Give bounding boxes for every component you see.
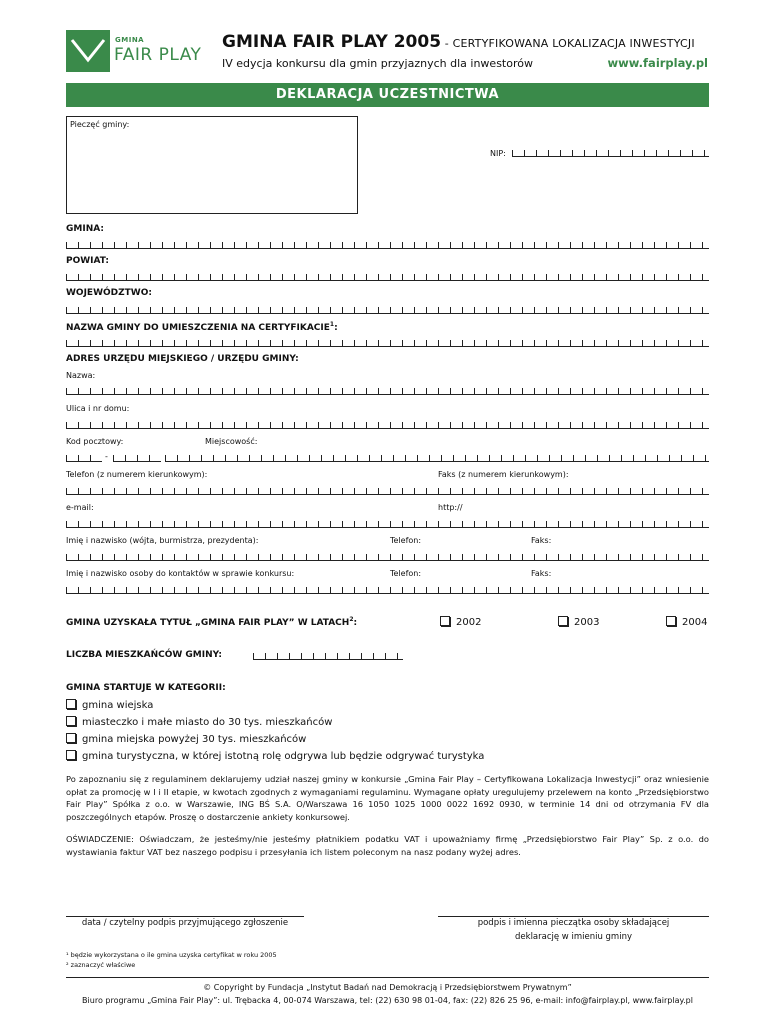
edition-text: IV edycja konkursu dla gmin przyjaznych dla inwestorów <box>222 57 533 70</box>
street-field[interactable] <box>66 420 709 429</box>
page-subtitle: - CERTYFIKOWANA LOKALIZACJA INWESTYCJI <box>441 37 695 50</box>
footer-divider <box>66 977 709 978</box>
category-urban-checkbox[interactable]: gmina miejska powyżej 30 tys. mieszkańców <box>66 731 484 748</box>
footnote-1: ¹ będzie wykorzystana o ile gmina uzyska certyfikat w roku 2005 <box>66 951 277 959</box>
http-label: http:// <box>438 503 463 512</box>
email-www-field[interactable] <box>66 519 709 528</box>
mayor-label: Imię i nazwisko (wójta, burmistrza, prezydenta): <box>66 536 259 545</box>
mayor-phone-label: Telefon: <box>390 536 422 545</box>
checkbox-icon <box>66 733 76 743</box>
city-label: Miejscowość: <box>205 437 258 446</box>
categories-list <box>66 697 484 765</box>
year-2003-checkbox[interactable]: 2003 <box>558 616 599 628</box>
gmina-field[interactable] <box>66 240 709 249</box>
powiat-label: POWIAT: <box>66 256 110 266</box>
website-link[interactable]: www.fairplay.pl <box>607 56 708 70</box>
copyright: © Copyright by Fundacja „Instytut Badań nad Demokracją i Przedsiębiorstwem Prywatnym” <box>203 983 572 992</box>
logo <box>66 30 202 72</box>
fax-label: Faks (z numerem kierunkowym): <box>438 470 569 479</box>
mayor-fax-label: Faks: <box>531 536 552 545</box>
checkbox-icon <box>66 699 76 709</box>
name-field[interactable] <box>66 386 709 395</box>
logo-check-icon <box>66 30 110 72</box>
phone-fax-field[interactable] <box>66 486 709 495</box>
signature-right-label-1: podpis i imienna pieczątka osoby składającej <box>477 918 670 928</box>
wojewodztwo-field[interactable] <box>66 305 709 314</box>
population-field[interactable] <box>253 651 403 660</box>
email-label: e-mail: <box>66 503 94 512</box>
street-label: Ulica i nr domu: <box>66 404 130 413</box>
page-title: GMINA FAIR PLAY 2005 - CERTYFIKOWANA LOKALIZACJA INWESTYCJI <box>222 32 695 52</box>
category-small-town-checkbox[interactable]: miasteczko i małe miasto do 30 tys. mieszkańców <box>66 714 484 731</box>
logo-big-text: FAIR PLAY <box>114 45 202 65</box>
name-label: Nazwa: <box>66 371 96 380</box>
declaration-paragraph: Po zapoznaniu się z regulaminem deklarujemy udział naszej gminy w konkursie „Gmina Fair Play – Certyfikowana Lokalizacja Inwestycji” oraz wniesienie opłat za promocję w I i II etapie, w kwotach zgodnych z wymaganiami regulaminu. Wymagane opłaty uregulujemy przelewem na konto „Przedsiębiorstwo Fair Play” Spółka z o.o. w Warszawie, ING BŚ S.A. O/Warszawa 16 1050 1025 1000 0022 1692 0930, w terminie 14 dni od otrzymania FV dla poszczególnych etapów. Proszę o dostarczenie ankiety konkursowej. <box>66 774 709 822</box>
certificate-name-field[interactable] <box>66 338 709 347</box>
contact-fax-label: Faks: <box>531 569 552 578</box>
certificate-name-label: NAZWA GMINY DO UMIESZCZENIA NA CERTYFIKACIE$^1$: <box>66 321 338 333</box>
signature-line-right[interactable] <box>438 916 709 917</box>
logo-small-text: GMINA <box>115 36 145 44</box>
stamp-box[interactable] <box>66 116 358 214</box>
postal-code-field-b[interactable] <box>113 453 161 462</box>
nip-field[interactable] <box>512 148 709 157</box>
gmina-label: GMINA: <box>66 224 104 234</box>
footer-address: Biuro programu „Gmina Fair Play”: ul. Trębacka 4, 00-074 Warszawa, tel: (22) 630 98 01-04, fax: (22) 826 25 96, e-mail: info@fairplay.pl, www.fairplay.pl <box>82 996 693 1005</box>
category-tourist-checkbox[interactable]: gmina turystyczna, w której istotną rolę odgrywa lub będzie odgrywać turystyka <box>66 748 484 765</box>
signature-line-left[interactable] <box>66 916 304 917</box>
population-label: LICZBA MIESZKAŃCÓW GMINY: <box>66 650 222 660</box>
powiat-field[interactable] <box>66 272 709 281</box>
office-address-label: ADRES URZĘDU MIEJSKIEGO / URZĘDU GMINY: <box>66 354 299 364</box>
title-years-label: GMINA UZYSKAŁA TYTUŁ „GMINA FAIR PLAY” W LATACH$^2$: <box>66 616 358 628</box>
contact-phone-label: Telefon: <box>390 569 422 578</box>
signature-left-label: data / czytelny podpis przyjmującego zgłoszenie <box>81 918 289 928</box>
wojewodztwo-label: WOJEWÓDZTWO: <box>66 288 152 298</box>
checkbox-icon <box>66 716 76 726</box>
signature-right-label-2: deklarację w imieniu gminy <box>515 932 632 942</box>
year-2004-checkbox[interactable]: 2004 <box>666 616 707 628</box>
nip-label: NIP: <box>490 149 506 158</box>
stamp-label: Pieczęć gminy: <box>70 120 130 129</box>
year-2002-checkbox[interactable]: 2002 <box>440 616 481 628</box>
checkbox-icon <box>666 616 676 626</box>
mayor-field[interactable] <box>66 552 709 561</box>
banner-title: DEKLARACJA UCZESTNICTWA <box>66 83 709 107</box>
postal-code-field-a[interactable] <box>66 453 102 462</box>
contact-label: Imię i nazwisko osoby do kontaktów w sprawie konkursu: <box>66 569 295 578</box>
contact-field[interactable] <box>66 585 709 594</box>
vat-statement: OŚWIADCZENIE: Oświadczam, że jesteśmy/nie jesteśmy płatnikiem podatku VAT i upoważniamy firmę „Przedsiębiorstwo Fair Play” Sp. z o.o. do wystawiania faktur VAT bez naszego podpisu i przesyłania ich listem poleconym na nasz podany wyżej adres. <box>66 834 709 857</box>
categories-label: GMINA STARTUJE W KATEGORII: <box>66 683 226 693</box>
checkbox-icon <box>66 750 76 760</box>
city-field[interactable] <box>165 453 709 462</box>
checkbox-icon <box>440 616 450 626</box>
phone-label: Telefon (z numerem kierunkowym): <box>66 470 208 479</box>
footnote-2: ² zaznaczyć właściwe <box>66 961 136 969</box>
postal-code-label: Kod pocztowy: <box>66 437 124 446</box>
checkbox-icon <box>558 616 568 626</box>
category-rural-checkbox[interactable]: gmina wiejska <box>66 697 484 714</box>
